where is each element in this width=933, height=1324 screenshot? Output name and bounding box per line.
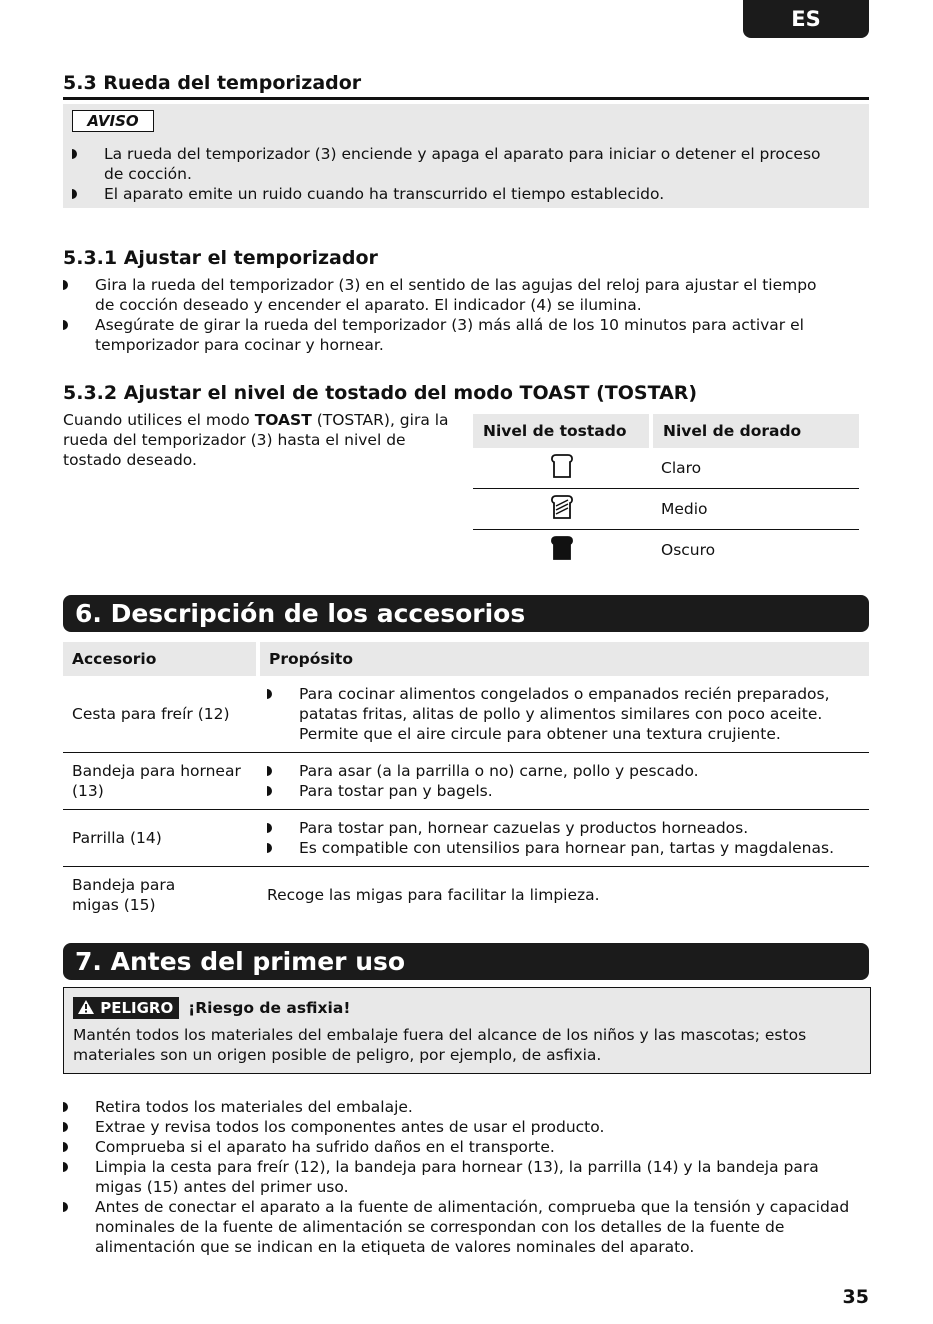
list-item: Para tostar pan y bagels. — [267, 781, 860, 801]
first-use-list — [63, 1097, 869, 1257]
page-number: 35 — [842, 1286, 869, 1308]
section-5-3-1-title: 5.3.1 Ajustar el temporizador — [63, 247, 378, 269]
table-row — [473, 530, 859, 571]
list-item: Asegúrate de girar la rueda del temporizador (3) más allá de los 10 minutos para activar el temporizador para cocinar y hornear. — [63, 315, 823, 355]
table-row — [63, 867, 869, 924]
list-item: Extrae y revisa todos los componentes antes de usar el producto. — [63, 1117, 869, 1137]
timer-steps-list — [63, 275, 823, 355]
table-row — [63, 810, 869, 867]
list-item: Para cocinar alimentos congelados o empanados recién preparados, patatas fritas, alitas de pollo y alimentos similares con poco aceite. Permite que el aire circule para obtener una textura crujiente. — [267, 684, 860, 744]
danger-badge: PELIGRO — [73, 997, 179, 1019]
aviso-notice — [63, 104, 869, 208]
table-header: Propósito — [258, 642, 869, 676]
accessories-table — [63, 642, 869, 923]
list-item: Limpia la cesta para freír (12), la bandeja para hornear (13), la parrilla (14) y la bandeja para migas (15) antes del primer uso. — [63, 1157, 869, 1197]
accessory-name: Cesta para freír (12) — [72, 705, 230, 723]
chapter-6-title: 6. Descripción de los accesorios — [63, 595, 869, 632]
light-toast-icon — [549, 453, 575, 479]
toast-instructions: Cuando utilices el modo TOAST (TOSTAR), gira la rueda del temporizador (3) hasta el nivel de tostado deseado. — [63, 411, 449, 469]
warning-icon — [77, 999, 95, 1015]
toast-level-table — [473, 414, 859, 570]
list-item: La rueda del temporizador (3) enciende y apaga el aparato para iniciar o detener el proceso de cocción. — [72, 144, 832, 184]
table-row — [473, 489, 859, 530]
list-item: Para asar (a la parrilla o no) carne, pollo y pescado. — [267, 761, 860, 781]
accessory-name: Parrilla (14) — [63, 810, 258, 867]
accessory-purpose: Recoge las migas para facilitar la limpieza. — [258, 867, 869, 924]
list-item: Retira todos los materiales del embalaje. — [63, 1097, 869, 1117]
aviso-label: AVISO — [72, 110, 154, 132]
table-header: Nivel de dorado — [651, 414, 859, 448]
section-rule — [63, 97, 869, 100]
table-header: Nivel de tostado — [473, 414, 651, 448]
toast-level-label: Oscuro — [651, 530, 859, 571]
chapter-7-title: 7. Antes del primer uso — [63, 943, 869, 980]
list-item: Comprueba si el aparato ha sufrido daños en el transporte. — [63, 1137, 869, 1157]
list-item: Antes de conectar el aparato a la fuente de alimentación, comprueba que la tensión y capacidad nominales de la fuente de alimentación se correspondan con los detalles de la fuente de alimentación que se indican en la etiqueta de valores nominales del aparato. — [63, 1197, 869, 1257]
section-5-3-title: 5.3 Rueda del temporizador — [63, 72, 362, 94]
table-row — [473, 448, 859, 489]
accessory-name: Bandeja para migas (15) — [63, 867, 258, 924]
accessory-name: Bandeja para hornear (13) — [63, 753, 258, 810]
danger-notice — [63, 987, 871, 1074]
list-item: Es compatible con utensilios para hornear pan, tartas y magdalenas. — [267, 838, 860, 858]
dark-toast-icon — [549, 535, 575, 561]
section-5-3-2-title: 5.3.2 Ajustar el nivel de tostado del modo TOAST (TOSTAR) — [63, 382, 698, 404]
language-tab: ES — [743, 0, 869, 38]
table-row — [63, 676, 869, 753]
aviso-list — [72, 144, 832, 204]
toast-level-label: Medio — [651, 489, 859, 530]
medium-toast-icon — [549, 494, 575, 520]
toast-level-label: Claro — [661, 459, 702, 477]
table-header: Accesorio — [63, 642, 258, 676]
table-row — [63, 753, 869, 810]
list-item: Gira la rueda del temporizador (3) en el sentido de las agujas del reloj para ajustar el tiempo de cocción deseado y encender el aparato. El indicador (4) se ilumina. — [63, 275, 823, 315]
danger-title: ¡Riesgo de asfixia! — [188, 999, 351, 1017]
list-item: Para tostar pan, hornear cazuelas y productos horneados. — [267, 818, 860, 838]
danger-text: Mantén todos los materiales del embalaje fuera del alcance de los niños y las mascotas; estos materiales son un origen posible de peligro, por ejemplo, de asfixia. — [73, 1026, 807, 1064]
list-item: El aparato emite un ruido cuando ha transcurrido el tiempo establecido. — [72, 184, 832, 204]
